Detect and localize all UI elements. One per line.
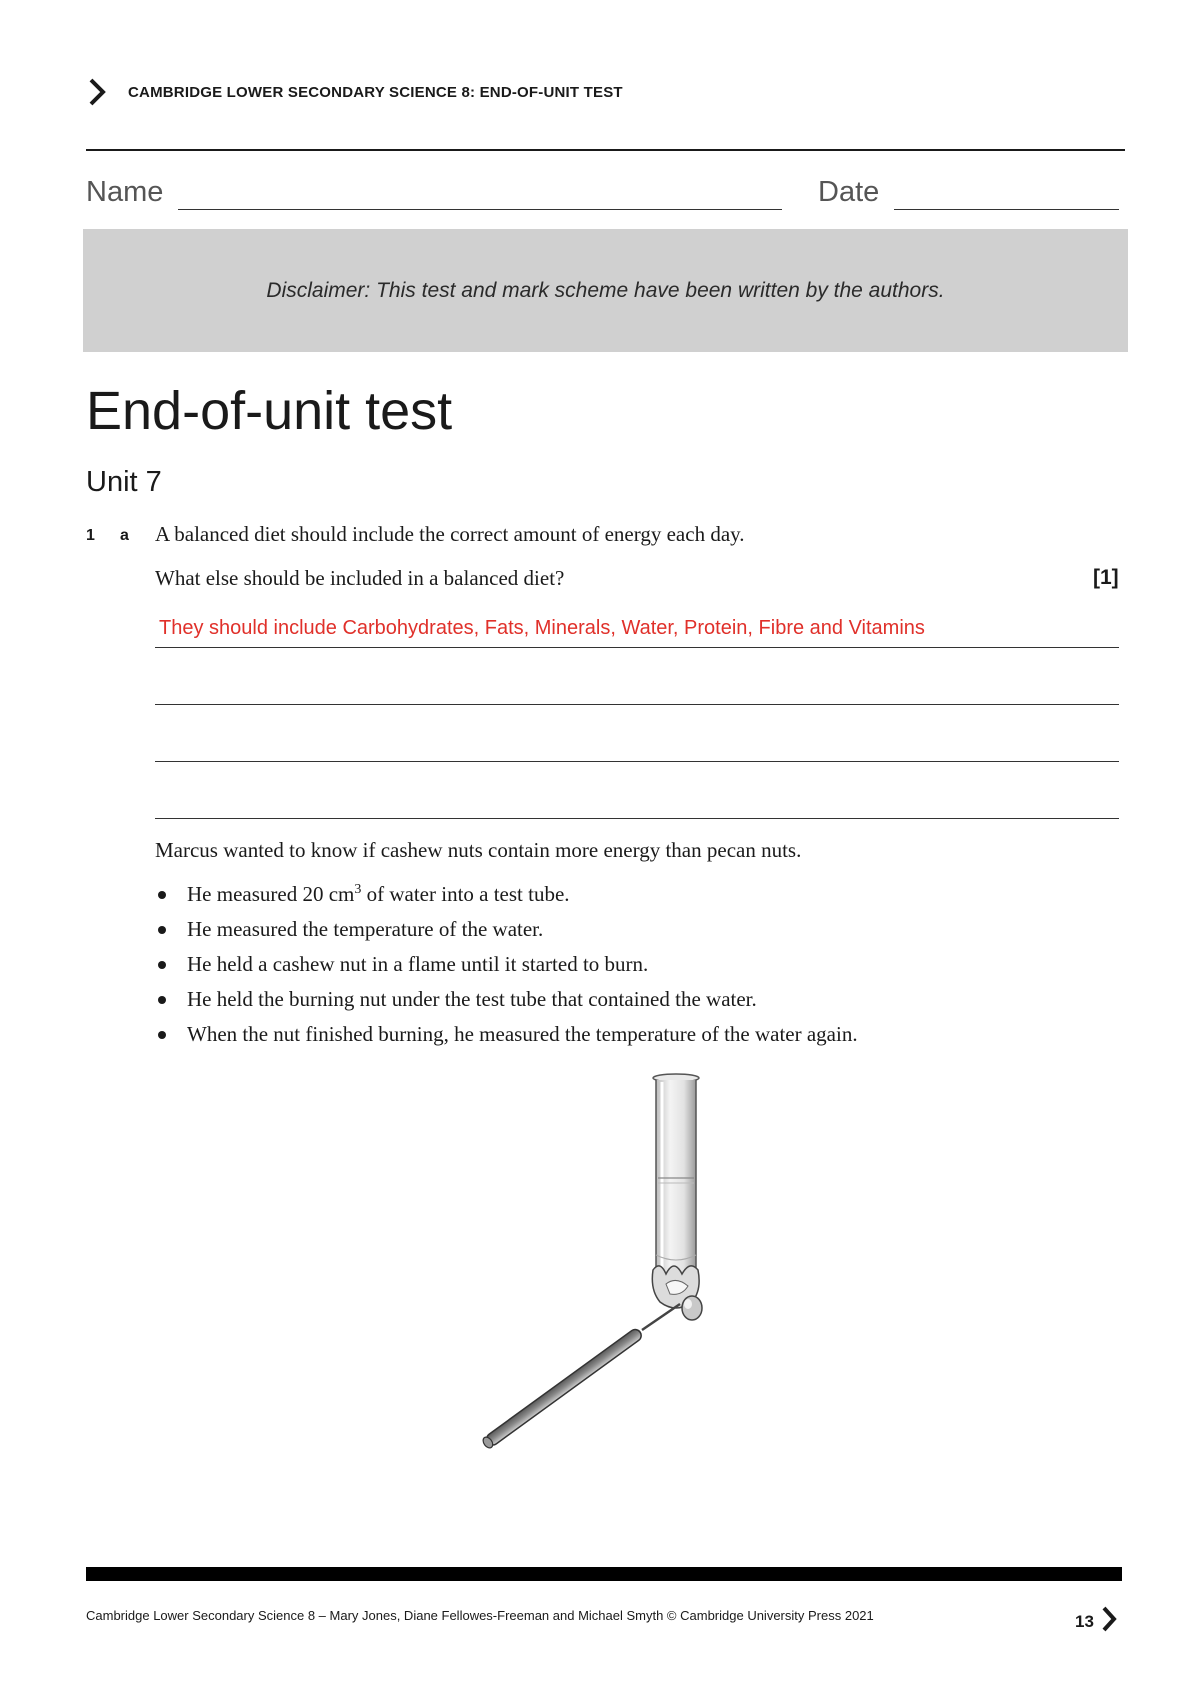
answer-line[interactable] xyxy=(155,818,1119,819)
answer-text[interactable]: They should include Carbohydrates, Fats, Minerals, Water, Protein, Fibre and Vitamins xyxy=(159,617,925,639)
question-prompt: What else should be included in a balanced diet? xyxy=(155,566,565,590)
question-marks: [1] xyxy=(1093,566,1119,589)
question-number: 1 xyxy=(86,527,95,544)
bullet-icon xyxy=(158,926,166,934)
experiment-intro: Marcus wanted to know if cashew nuts contain more energy than pecan nuts. xyxy=(155,838,802,862)
step-text: of water into a test tube. xyxy=(361,882,570,906)
question-part: a xyxy=(120,527,129,544)
page-header xyxy=(86,72,623,112)
step-text: He measured 20 cm xyxy=(187,882,355,906)
disclaimer-text: Disclaimer: This test and mark scheme have been written by the authors. xyxy=(266,278,945,302)
mounted-needle xyxy=(481,1304,680,1450)
chevron-right-icon xyxy=(86,77,108,107)
bullet-icon xyxy=(158,891,166,899)
page-number: 13 xyxy=(1075,1612,1094,1631)
list-item xyxy=(155,880,858,915)
unit-title: Unit 7 xyxy=(86,466,162,498)
superscript: 3 xyxy=(354,882,362,897)
footer-credits: Cambridge Lower Secondary Science 8 – Mary Jones, Diane Fellowes-Freeman and Michael Smyth © Cambridge University Press 2021 xyxy=(86,1608,874,1623)
name-label: Name xyxy=(86,176,164,208)
answer-line[interactable] xyxy=(155,647,1119,648)
footer-bar xyxy=(86,1567,1122,1581)
disclaimer-box xyxy=(83,229,1128,352)
list-item xyxy=(155,985,858,1020)
chevron-right-icon xyxy=(1100,1605,1118,1633)
bullet-icon xyxy=(158,1031,166,1039)
experiment-steps xyxy=(155,880,858,1055)
question-text: A balanced diet should include the correct amount of energy each day. xyxy=(155,522,745,546)
answer-line[interactable] xyxy=(155,704,1119,705)
name-field[interactable] xyxy=(178,209,782,210)
list-item xyxy=(155,1020,858,1055)
burning-nut xyxy=(652,1266,702,1320)
header-title: CAMBRIDGE LOWER SECONDARY SCIENCE 8: END-OF-UNIT TEST xyxy=(128,83,623,101)
date-field[interactable] xyxy=(894,209,1119,210)
header-rule xyxy=(86,149,1125,151)
step-text: When the nut finished burning, he measured the temperature of the water again. xyxy=(187,1022,858,1046)
step-text: He measured the temperature of the water. xyxy=(187,917,544,941)
test-tube xyxy=(653,1074,699,1286)
step-text: He held a cashew nut in a flame until it started to burn. xyxy=(187,952,649,976)
list-item xyxy=(155,915,858,950)
bullet-icon xyxy=(158,996,166,1004)
date-label: Date xyxy=(818,176,880,208)
test-tube-apparatus-illustration xyxy=(470,1070,750,1480)
step-text: He held the burning nut under the test tube that contained the water. xyxy=(187,987,757,1011)
answer-line[interactable] xyxy=(155,761,1119,762)
list-item xyxy=(155,950,858,985)
bullet-icon xyxy=(158,961,166,969)
name-date-row xyxy=(86,176,1125,216)
page-title: End-of-unit test xyxy=(86,381,453,441)
